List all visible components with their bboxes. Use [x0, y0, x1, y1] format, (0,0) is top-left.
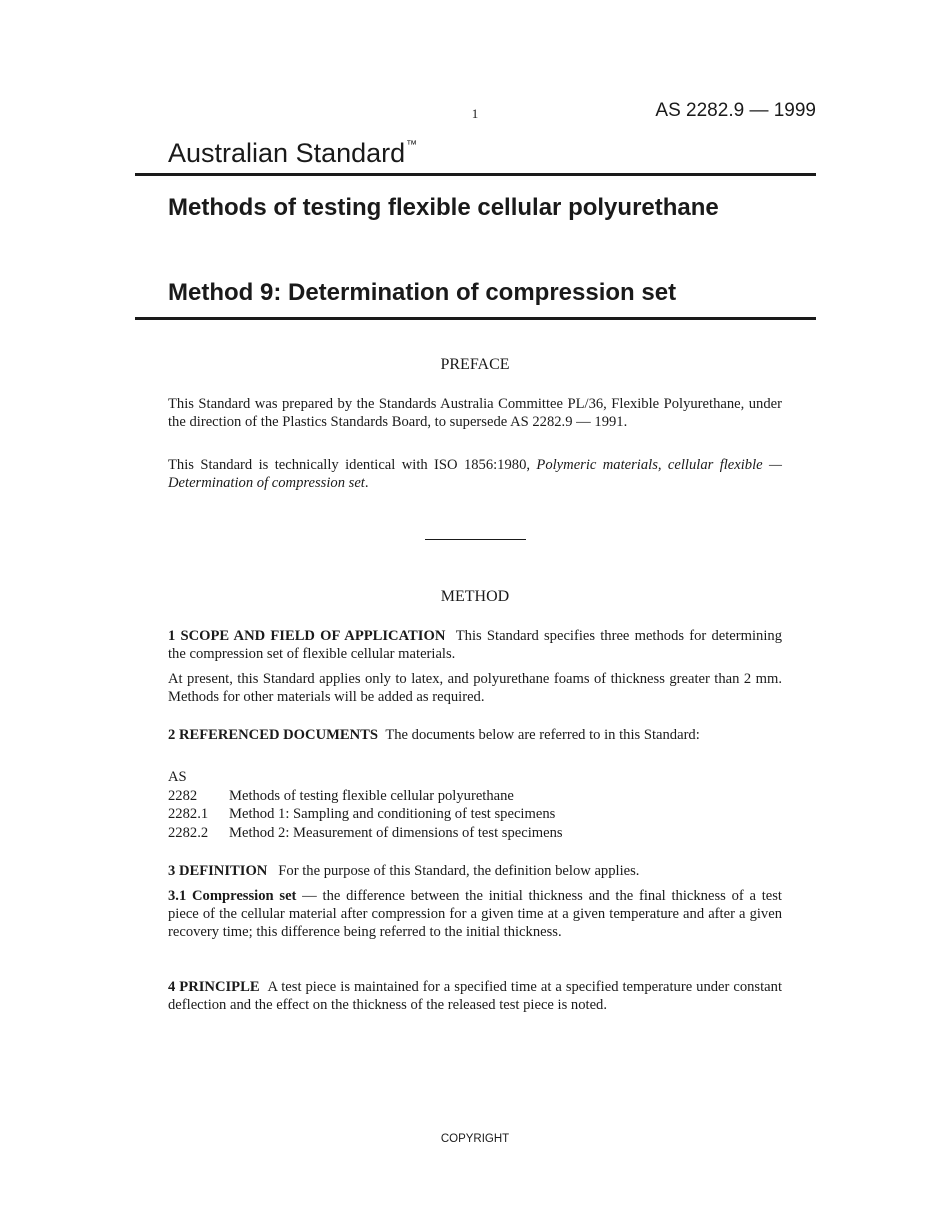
- clause-1: [168, 627, 782, 663]
- ref-title: Methods of testing flexible cellular polyurethane: [229, 787, 514, 804]
- ref-number: 2282: [168, 787, 198, 804]
- ref-title: Method 1: Sampling and conditioning of test specimens: [229, 806, 556, 823]
- preface-heading: PREFACE: [440, 356, 510, 373]
- clause-3-1-text: — the difference between the initial thickness and the final thickness of a test piece of the cellular material after compression for a given time at a given temperature and after a given recovery time; this difference being referred to the initial thickness.: [168, 888, 782, 940]
- clause-1-title: 1 SCOPE AND FIELD OF APPLICATION: [168, 628, 446, 644]
- clause-2-title: 2 REFERENCED DOCUMENTS: [168, 727, 379, 743]
- ref-number: 2282.1: [168, 806, 209, 823]
- clause-3-text: For the purpose of this Standard, the definition below applies.: [278, 863, 640, 879]
- preface-paragraph-2: [168, 456, 782, 492]
- preface-paragraph-2-end: .: [364, 475, 369, 491]
- clause-3-1-title: 3.1 Compression set: [168, 888, 297, 904]
- referenced-iso-title: Polymeric materials, cellular flexible — Determination of compression set: [168, 457, 782, 491]
- standard-code: AS 2282.9 — 1999: [655, 100, 816, 121]
- clause-4-text: A test piece is maintained for a specified time at a specified temperature under constant deflection and the effect on the thickness of the released test piece is noted.: [168, 979, 782, 1013]
- clause-2: [168, 726, 782, 744]
- document-title: Methods of testing flexible cellular polyurethane: [168, 194, 719, 221]
- list-item: [168, 787, 563, 806]
- copyright-footer: COPYRIGHT: [440, 1133, 510, 1145]
- ref-title: Method 2: Measurement of dimensions of test specimens: [229, 825, 563, 842]
- clause-2-text: The documents below are referred to in this Standard:: [385, 727, 700, 743]
- referenced-documents-list: [168, 768, 563, 843]
- list-item: [168, 824, 563, 843]
- clause-4-title: 4 PRINCIPLE: [168, 979, 260, 995]
- brand-heading: [168, 138, 417, 169]
- trademark-symbol: ™: [406, 139, 418, 151]
- preface-paragraph-1: This Standard was prepared by the Standards Australia Committee PL/36, Flexible Polyurethane, under the direction of the Plastics Standards Board, to supersede AS 2282.9 — 1991.: [168, 396, 782, 430]
- bottom-rule: [135, 317, 816, 320]
- clause-4: [168, 978, 782, 1014]
- preface-paragraph-2-text: This Standard is technically identical with ISO 1856:1980,: [168, 457, 537, 473]
- clause-3-title: 3 DEFINITION: [168, 863, 268, 879]
- method-heading: METHOD: [440, 588, 510, 605]
- top-rule: [135, 173, 816, 176]
- clause-1-text: This Standard specifies three methods for determining the compression set of flexible cellular materials.: [168, 628, 782, 662]
- clause-3-1: [168, 887, 782, 941]
- refs-group-label: AS: [168, 769, 187, 785]
- clause-1-paragraph-2: At present, this Standard applies only to latex, and polyurethane foams of thickness greater than 2 mm. Methods for other materials will be added as required.: [168, 671, 782, 705]
- ref-number: 2282.2: [168, 825, 209, 842]
- brand-text: Australian Standard: [168, 138, 406, 168]
- page-number: 1: [471, 106, 479, 121]
- clause-3: [168, 862, 782, 880]
- method-title: Method 9: Determination of compression set: [168, 279, 677, 306]
- list-item: [168, 805, 563, 824]
- section-divider: [425, 539, 526, 540]
